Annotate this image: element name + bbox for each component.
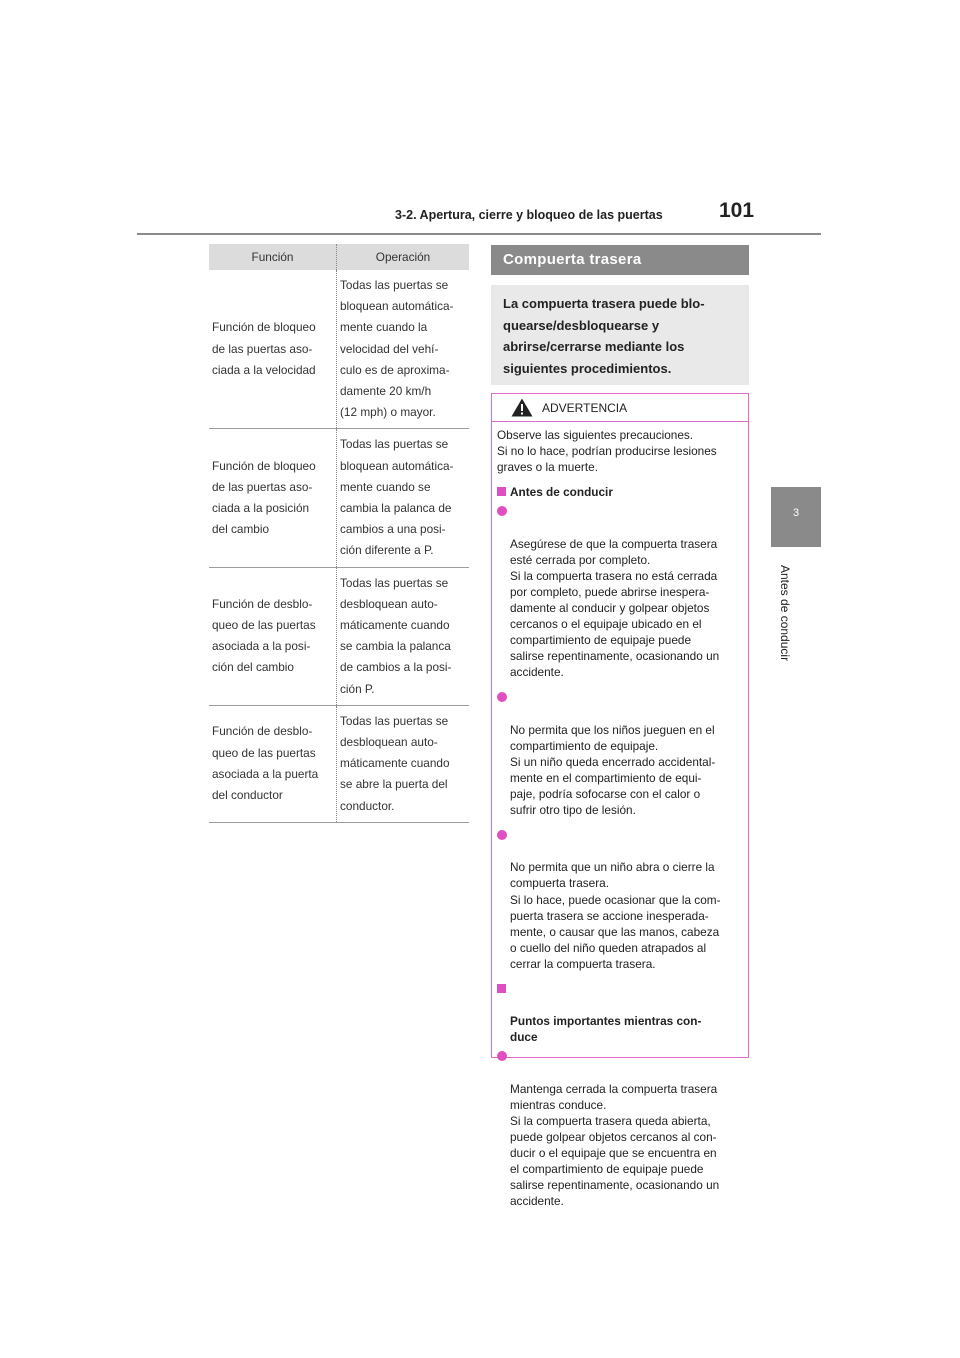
warning-bullet bbox=[497, 503, 742, 680]
header-title: 3-2. Apertura, cierre y bloqueo de las puertas bbox=[395, 208, 663, 222]
function-cell: Función de desblo- queo de las puertas asociada a la puerta del conductor bbox=[212, 724, 319, 803]
operation-cell: Todas las puertas se bloquean automática- mente cuando la velocidad del vehí- culo es de aproxima- damente 20 km/h (12 mph) o mayor. bbox=[340, 278, 454, 420]
warning-bullet bbox=[497, 827, 742, 972]
chapter-tab bbox=[771, 487, 821, 547]
warning-box bbox=[491, 393, 749, 1209]
bullet-text: No permita que un niño abra o cierre la compuerta trasera. Si lo hace, puede ocasionar que la com- puerta trasera se accione inesperada- mente, o causar que las manos, cabeza o cuello del niño queden atrapados al cerrar la compuerta trasera. bbox=[510, 860, 721, 971]
function-table bbox=[209, 244, 469, 823]
square-bullet-icon bbox=[497, 487, 506, 496]
warning-title: ADVERTENCIA bbox=[542, 401, 628, 415]
operation-cell: Todas las puertas se desbloquean auto- máticamente cuando se cambia la palanca de cambios a la posi- ción P. bbox=[340, 575, 452, 696]
function-cell: Función de bloqueo de las puertas aso- ciada a la posición del cambio bbox=[212, 458, 316, 537]
subheading-text: Antes de conducir bbox=[510, 485, 613, 500]
bullet-text: Asegúrese de que la compuerta trasera esté cerrada por completo. Si la compuerta trasera no está cerrada por completo, puede abrirse inespera- damente al conducir y golpear objetos cercanos o el equipaje ubicado en el compartimiento de equipaje puede salirse repentinamente, ocasionando un accidente. bbox=[510, 536, 720, 680]
circle-bullet-icon bbox=[497, 1051, 507, 1061]
function-cell: Función de bloqueo de las puertas aso- ciada a la velocidad bbox=[212, 320, 316, 377]
warning-subheading bbox=[497, 484, 742, 500]
table-row bbox=[209, 567, 469, 705]
section-heading: Compuerta trasera bbox=[491, 245, 749, 275]
warning-subheading bbox=[497, 981, 742, 1045]
chapter-number: 3 bbox=[792, 507, 800, 519]
circle-bullet-icon bbox=[497, 692, 507, 702]
table-row bbox=[209, 270, 469, 429]
table-header-function: Función bbox=[209, 244, 337, 270]
subheading-text: Puntos importantes mientras con- duce bbox=[510, 1014, 702, 1045]
header-divider bbox=[137, 233, 821, 235]
bullet-text: Mantenga cerrada la compuerta trasera mientras conduce. Si la compuerta trasera queda abierta, puede golpear objetos cercanos al con- ducir o el equipaje que se encuentra en el compartimiento de equipaje puede salirse repentinamente, ocasionando un accidente. bbox=[510, 1081, 720, 1209]
operation-cell: Todas las puertas se desbloquean auto- máticamente cuando se abre la puerta del conductor. bbox=[340, 713, 450, 813]
table-row bbox=[209, 705, 469, 822]
operation-cell: Todas las puertas se bloquean automática- mente cuando se cambia la palanca de cambios a una posi- ción diferente a P. bbox=[340, 437, 454, 558]
warning-triangle-icon bbox=[511, 398, 533, 417]
section-intro: La compuerta trasera puede blo- quearse/desbloquearse y abrirse/cerrarse mediante los siguientes procedimientos. bbox=[491, 285, 749, 385]
circle-bullet-icon bbox=[497, 830, 507, 840]
bullet-text: No permita que los niños jueguen en el compartimiento de equipaje. Si un niño queda encerrado accidental- mente en el compartimiento de equi- paje, podría sofocarse con el calor o sufrir otro tipo de lesión. bbox=[510, 722, 716, 818]
table-row bbox=[209, 429, 469, 567]
warning-bullet bbox=[497, 689, 742, 818]
warning-intro: Observe las siguientes precauciones. Si no lo hace, podrían producirse lesiones graves o la muerte. bbox=[497, 428, 717, 475]
square-bullet-icon bbox=[497, 984, 506, 993]
warning-bullet bbox=[497, 1048, 742, 1209]
circle-bullet-icon bbox=[497, 506, 507, 516]
warning-header bbox=[492, 394, 748, 422]
function-cell: Función de desblo- queo de las puertas asociada a la posi- ción del cambio bbox=[212, 596, 316, 675]
table-header-operation: Operación bbox=[337, 244, 470, 270]
page-number: 101 bbox=[719, 199, 755, 222]
chapter-label: Antes de conducir bbox=[778, 565, 792, 662]
